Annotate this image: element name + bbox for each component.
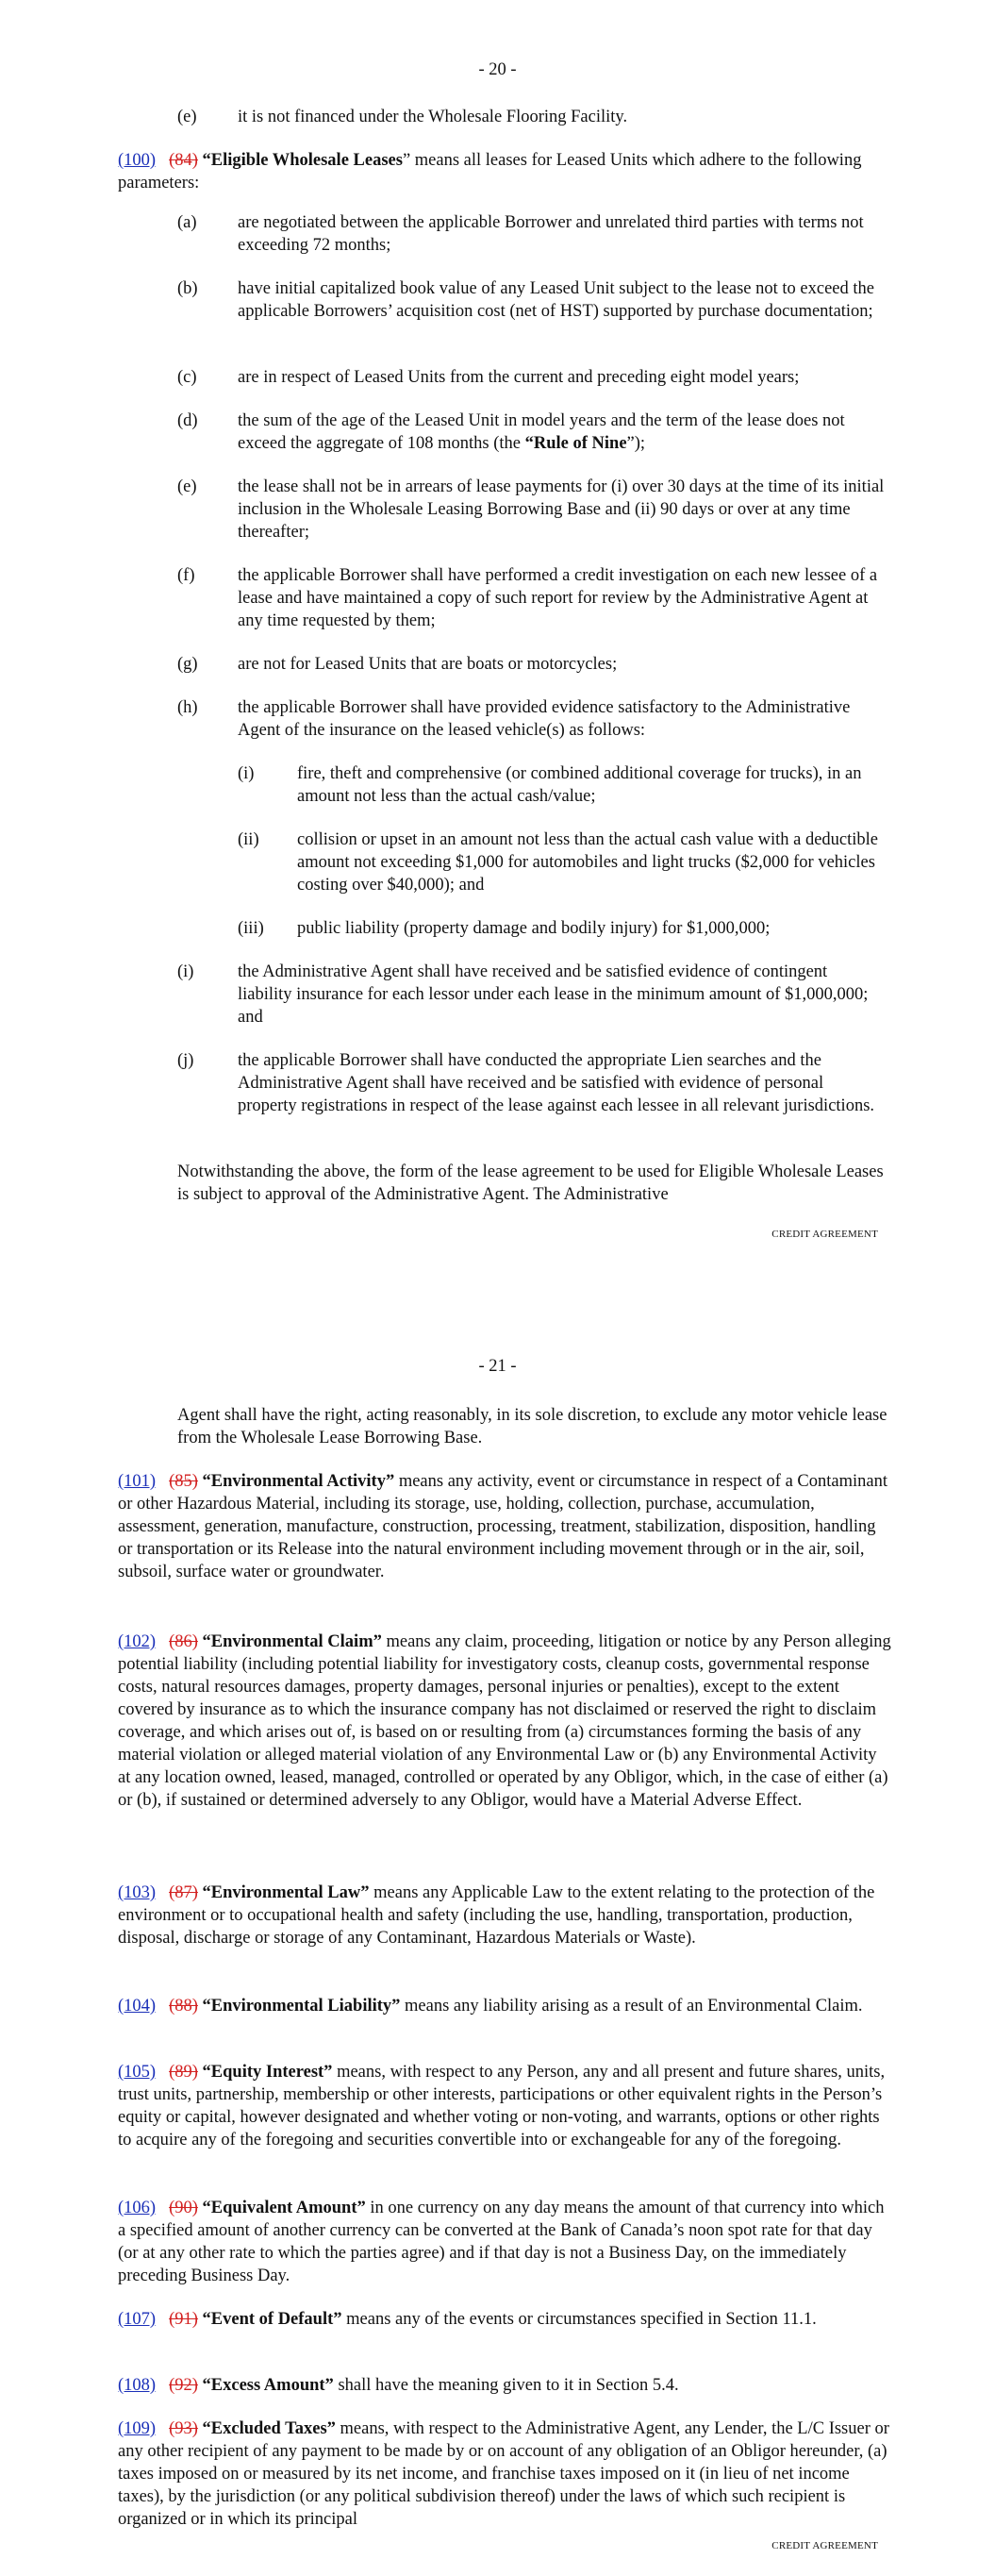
definition-text: means any of the events or circumstances specified in Section 11.1. — [341, 2310, 817, 2329]
section-number-link[interactable]: (102) — [118, 1632, 157, 1651]
item-text: the applicable Borrower shall have conducted the appropriate Lien searches and the Administrative Agent shall have received and be satisfied with evidence of personal property registrations in respect of the lease against each lessee in all relevant jurisdictions. — [238, 1051, 875, 1115]
subitem-text: fire, theft and comprehensive (or combined additional coverage for trucks), in an amount not less than the actual cash/value; — [297, 764, 862, 806]
deleted-section-number: (93) — [169, 2419, 198, 2438]
definition-text: means, with respect to the Administrative Agent, any Lender, the L/C Issuer or any other recipient of any payment to be made by or on account of any obligation of an Obligor hereunder, (a) taxes imposed on or measured by its net income, and franchise taxes imposed on it (in lieu of net income taxes), by the jurisdiction (or any political subdivision thereof) under the laws of which such recipient is organized or in which its principal — [118, 2419, 889, 2529]
definition-104 — [118, 1995, 891, 2017]
deleted-section-number: (91) — [169, 2310, 198, 2329]
section-number-link[interactable]: (106) — [118, 2199, 157, 2217]
item-label: (i) — [177, 962, 194, 981]
item-text: the applicable Borrower shall have provided evidence satisfactory to the Administrative Agent of the insurance on the leased vehicle(s) as follows: — [238, 698, 851, 740]
item-label: (j) — [177, 1051, 194, 1070]
deleted-section-number: (84) — [169, 151, 198, 170]
item-label: (b) — [177, 279, 198, 298]
defined-term: “Rule of Nine — [524, 434, 627, 453]
definition-text: shall have the meaning given to it in Section 5.4. — [333, 2376, 679, 2395]
defined-term: “Equity Interest” — [202, 2063, 333, 2082]
deleted-section-number: (85) — [169, 1472, 198, 1491]
item-label: (f) — [177, 566, 195, 585]
section-number-link[interactable]: (100) — [118, 151, 157, 170]
section-number-link[interactable]: (107) — [118, 2310, 157, 2329]
deleted-section-number: (89) — [169, 2063, 198, 2082]
defined-term: “Eligible Wholesale Leases — [202, 151, 403, 170]
page-21 — [0, 1293, 995, 2576]
deleted-section-number: (88) — [169, 1997, 198, 2016]
subitem-label: (iii) — [238, 919, 264, 938]
deleted-section-number: (87) — [169, 1883, 198, 1902]
item-text: are negotiated between the applicable Borrower and unrelated third parties with terms not exceeding 72 months; — [238, 213, 864, 255]
definition-text: means any claim, proceeding, litigation or notice by any Person alleging potential liability (including potential liability for investigatory costs, cleanup costs, governmental response costs, natural resources damages, property damages, personal injuries or penalties), except to the extent covered by insurance as to which the insurance company has not disclaimed or reserved the right to disclaim coverage, and which arises out of, is based on or resulting from (a) circumstances forming the basis of any material violation or alleged material violation of any Environmental Law or (b) any Environmental Activity at any location owned, leased, managed, controlled or operated by any Obligor, which, in the case of either (a) or (b), if sustained or determined adversely to any Obligor, would have a Material Adverse Effect. — [118, 1632, 891, 1810]
definition-text: means any Applicable Law to the extent relating to the protection of the environment or to occupational health and safety (including the use, handling, transportation, production, disposal, discharge or storage of any Contaminant, Hazardous Materials or Waste). — [118, 1883, 875, 1948]
page-footer: CREDIT AGREEMENT — [771, 2540, 878, 2551]
item-text-end: ”); — [626, 434, 646, 453]
continuation-paragraph: Agent shall have the right, acting reasonably, in its sole discretion, to exclude any motor vehicle lease from the Wholesale Lease Borrowing Base. — [177, 1406, 887, 1447]
defined-term: “Event of Default” — [202, 2310, 342, 2329]
definition-103 — [118, 1882, 891, 1949]
definition-108 — [118, 2374, 891, 2397]
definition-102 — [118, 1631, 891, 1812]
section-number-link[interactable]: (109) — [118, 2419, 157, 2438]
item-text: are in respect of Leased Units from the current and preceding eight model years; — [238, 368, 800, 387]
item-text: it is not financed under the Wholesale Flooring Facility. — [238, 108, 628, 126]
defined-term: “Environmental Activity” — [202, 1472, 395, 1491]
item-text-start: the sum of the age of the Leased Unit in model years and the term of the lease does not exceed the aggregate of 108 months (the — [238, 411, 845, 453]
page-number: - 21 - — [478, 1357, 517, 1376]
item-label: (h) — [177, 698, 198, 717]
item-label: (e) — [177, 477, 197, 496]
item-text: the Administrative Agent shall have received and be satisfied evidence of contingent liability insurance for each lessor under each lease in the minimum amount of $1,000,000; and — [238, 962, 869, 1027]
defined-term: “Excluded Taxes” — [202, 2419, 336, 2438]
defined-term: “Equivalent Amount” — [202, 2199, 366, 2217]
definition-107 — [118, 2308, 891, 2331]
subitem-label: (i) — [238, 764, 255, 783]
deleted-section-number: (90) — [169, 2199, 198, 2217]
item-label: (a) — [177, 213, 197, 232]
section-number-link[interactable]: (101) — [118, 1472, 157, 1491]
definition-text: means any activity, event or circumstance in respect of a Contaminant or other Hazardous Material, including its storage, use, holding, collection, purchase, accumulation, assessment, generation, manufacture, construction, processing, treatment, stabilization, disposition, handling or transportation or its Release into the natural environment including movement through or in the air, soil, subsoil, surface water or groundwater. — [118, 1472, 887, 1581]
definition-text: in one currency on any day means the amount of that currency into which a specified amount of another currency can be converted at the Bank of Canada’s noon spot rate for that day (or at any other rate to which the parties agree) and if that day is not a Business Day, on the immediately preceding Business Day. — [118, 2199, 885, 2285]
defined-term: “Environmental Law” — [202, 1883, 370, 1902]
item-text: are not for Leased Units that are boats or motorcycles; — [238, 655, 618, 674]
page-footer: CREDIT AGREEMENT — [771, 1229, 878, 1240]
item-text: have initial capitalized book value of any Leased Unit subject to the lease not to exceed the applicable Borrowers’ acquisition cost (net of HST) supported by purchase documentation; — [238, 279, 874, 321]
deleted-section-number: (86) — [169, 1632, 198, 1651]
section-number-link[interactable]: (108) — [118, 2376, 157, 2395]
definition-106 — [118, 2197, 891, 2287]
subitem-text: public liability (property damage and bodily injury) for $1,000,000; — [297, 919, 771, 938]
item-text — [238, 410, 885, 455]
item-label: (d) — [177, 411, 198, 430]
definition-text: means, with respect to any Person, any and all present and future shares, units, trust units, partnership, membership or other interests, participations or other equivalent rights in the Person’s equity or capital, however designated and whether voting or non-voting, and warrants, options or other rights to acquire any of the foregoing and securities convertible into or exchangeable for any of the foregoing. — [118, 2063, 886, 2149]
section-number-link[interactable]: (105) — [118, 2063, 157, 2082]
item-label: (g) — [177, 655, 198, 674]
definition-text: means any liability arising as a result of an Environmental Claim. — [400, 1997, 863, 2016]
defined-term: “Excess Amount” — [202, 2376, 334, 2395]
item-label: (c) — [177, 368, 197, 387]
subitem-label: (ii) — [238, 830, 259, 849]
item-text: the applicable Borrower shall have performed a credit investigation on each new lessee of a lease and have maintained a copy of such report for review by the Administrative Agent at any time requested by them; — [238, 566, 878, 630]
notwithstanding-paragraph: Notwithstanding the above, the form of the lease agreement to be used for Eligible Wholesale Leases is subject to approval of the Administrative Agent. The Administrative — [177, 1163, 884, 1204]
definition-109 — [118, 2417, 891, 2531]
definition-101 — [118, 1470, 891, 1583]
defined-term: “Environmental Claim” — [202, 1632, 382, 1651]
definition-100 — [118, 149, 891, 194]
definition-text: ” means all leases for Leased Units which adhere to the following parameters: — [118, 151, 862, 192]
deleted-section-number: (92) — [169, 2376, 198, 2395]
subitem-text: collision or upset in an amount not less than the actual cash value with a deductible amount not exceeding $1,000 for automobiles and light trucks ($2,000 for vehicles costing over $40,000); and — [297, 830, 878, 895]
definition-105 — [118, 2061, 891, 2151]
section-number-link[interactable]: (103) — [118, 1883, 157, 1902]
item-label: (e) — [177, 108, 197, 126]
defined-term: “Environmental Liability” — [202, 1997, 401, 2016]
section-number-link[interactable]: (104) — [118, 1997, 157, 2016]
page-number: - 20 - — [478, 60, 517, 79]
item-text: the lease shall not be in arrears of lease payments for (i) over 30 days at the time of its initial inclusion in the Wholesale Leasing Borrowing Base and (ii) 90 days or over at any time thereafter; — [238, 477, 885, 542]
